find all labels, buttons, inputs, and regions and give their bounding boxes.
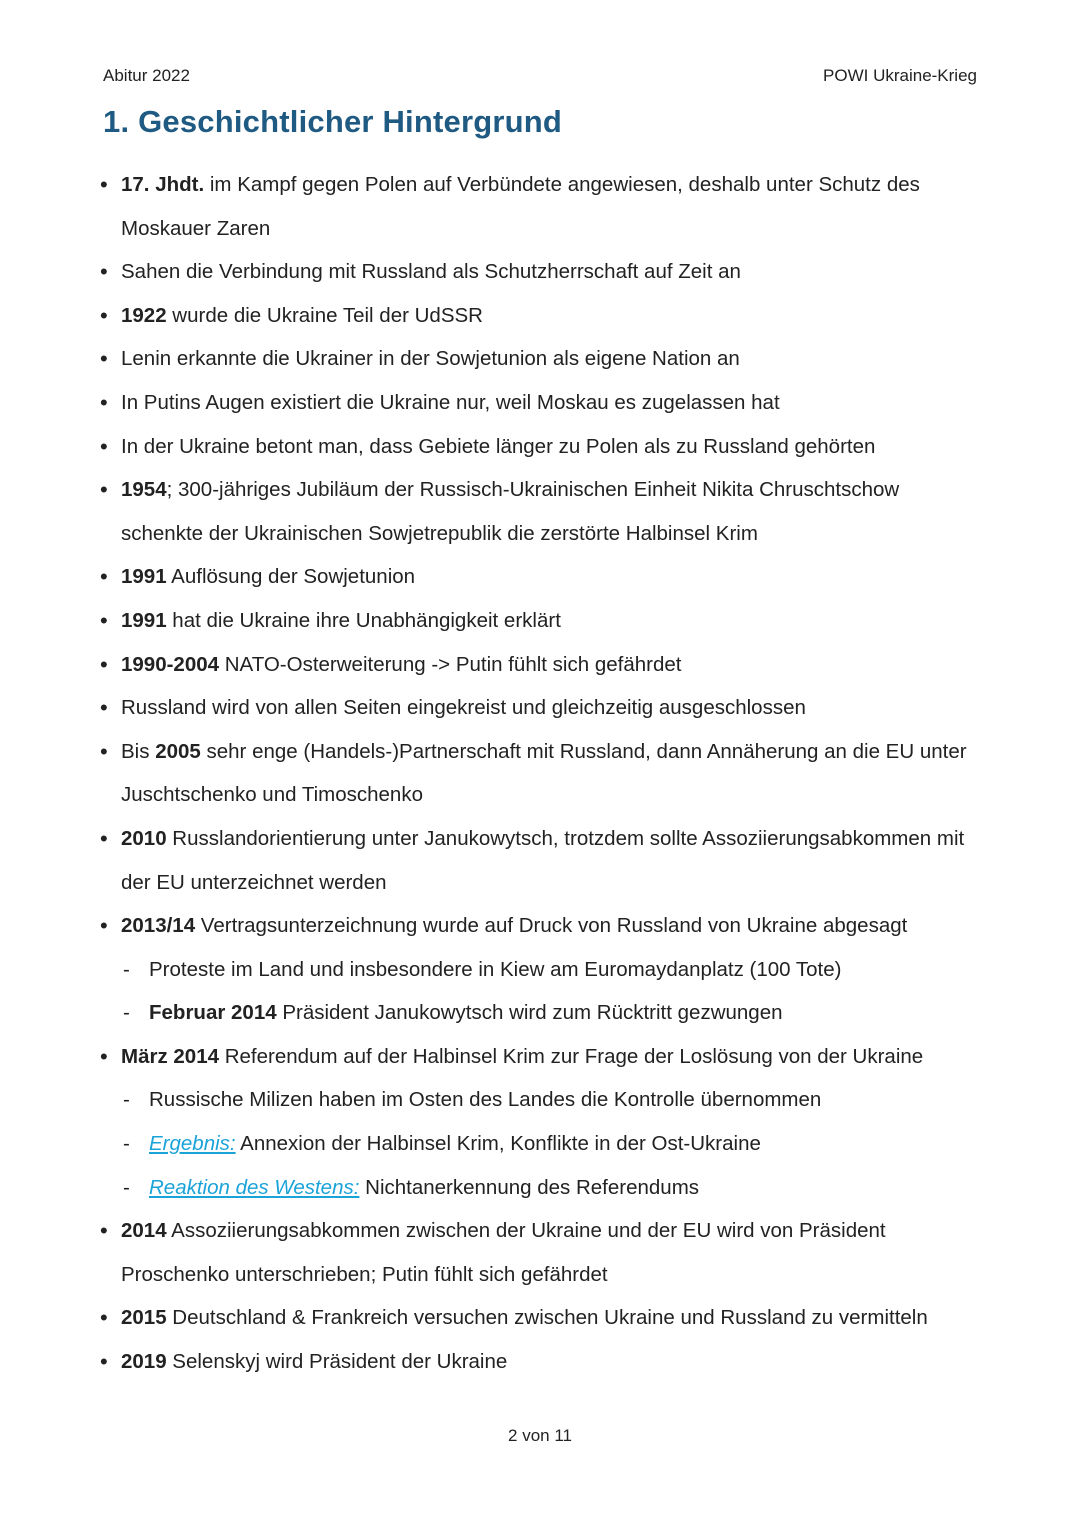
item-date: 2014 <box>121 1219 167 1243</box>
item-date: 2010 <box>121 826 167 850</box>
item-date: 1990-2004 <box>121 652 220 676</box>
list-item <box>100 730 983 817</box>
list-item <box>100 555 983 599</box>
item-text: NATO-Osterweiterung -> Putin fühlt sich gefährdet <box>219 652 682 676</box>
item-text: Russland wird von allen Seiten eingekreist und gleichzeitig ausgeschlossen <box>121 696 806 720</box>
item-date: 1922 <box>121 303 167 327</box>
bullet-icon: • <box>100 389 108 415</box>
bullet-icon: • <box>100 172 108 197</box>
bullet-icon: • <box>100 433 108 459</box>
bullet-icon: • <box>100 1305 108 1331</box>
bullet-icon: • <box>100 1218 108 1244</box>
dash-icon: - <box>123 957 130 981</box>
bullet-icon: • <box>100 1043 108 1069</box>
sub-item <box>103 1122 983 1166</box>
sub-item-text: Russische Milizen haben im Osten des Landes die Kontrolle übernommen <box>149 1088 822 1112</box>
header-right: POWI Ukraine-Krieg <box>823 66 977 85</box>
sub-item-text: Präsident Janukowytsch wird zum Rücktritt gezwungen <box>276 1001 783 1025</box>
bullet-icon: • <box>100 1349 108 1375</box>
list-item <box>100 337 983 381</box>
item-date: 17. Jhdt. <box>121 173 205 196</box>
bullet-icon: • <box>100 738 108 764</box>
item-text: Russlandorientierung unter Janukowytsch, trotzdem sollte Assoziierungsabkommen mit der EU unterzeichnet werden <box>121 826 965 894</box>
header-left: Abitur 2022 <box>103 66 190 85</box>
sub-item-date: Februar 2014 <box>149 1001 277 1025</box>
item-date: 2013/14 <box>121 914 196 938</box>
sub-item <box>103 991 983 1035</box>
list-item <box>100 294 983 338</box>
list-item <box>100 250 983 294</box>
sub-item-text: Proteste im Land und insbesondere in Kiew am Euromaydanplatz (100 Tote) <box>149 957 842 981</box>
list-item <box>100 425 983 469</box>
list-item <box>100 381 983 425</box>
item-date: 1954 <box>121 478 167 502</box>
dash-icon: - <box>123 1175 130 1199</box>
item-text: sehr enge (Handels-)Partnerschaft mit Russland, dann Annäherung an die EU unter Juschtschenko und Timoschenko <box>121 739 967 807</box>
list-item <box>100 163 983 250</box>
item-text: In Putins Augen existiert die Ukraine nur, weil Moskau es zugelassen hat <box>121 390 780 414</box>
item-text: ; 300-jähriges Jubiläum der Russisch-Ukrainischen Einheit Nikita Chruschtschow schenkte der Ukrainischen Sowjetrepublik die zerstörte Halbinsel Krim <box>121 478 900 545</box>
dash-icon: - <box>123 1001 130 1025</box>
item-date: 1991 <box>121 565 167 589</box>
list-item <box>100 1035 983 1079</box>
history-list <box>100 163 983 1384</box>
item-text: Selenskyj wird Präsident der Ukraine <box>166 1350 508 1374</box>
item-date: 1991 <box>121 608 167 632</box>
bullet-icon: • <box>100 302 108 328</box>
page-number: 2 von 11 <box>508 1426 572 1445</box>
list-item <box>100 643 983 687</box>
item-text: Vertragsunterzeichnung wurde auf Druck von Russland von Ukraine abgesagt <box>195 914 908 938</box>
item-date: März 2014 <box>121 1044 220 1068</box>
list-item <box>100 686 983 730</box>
bullet-icon: • <box>100 477 108 503</box>
bullet-icon: • <box>100 346 108 372</box>
item-text: Assoziierungsabkommen zwischen der Ukraine und der EU wird von Präsident Proschenko unterschrieben; Putin fühlt sich gefährdet <box>121 1219 886 1286</box>
list-item <box>100 817 983 904</box>
item-text: Deutschland & Frankreich versuchen zwischen Ukraine und Russland zu vermitteln <box>166 1306 928 1330</box>
item-text: In der Ukraine betont man, dass Gebiete länger zu Polen als zu Russland gehörten <box>121 434 876 458</box>
bullet-icon: • <box>100 913 108 939</box>
bullet-icon: • <box>100 259 108 285</box>
item-text: Auflösung der Sowjetunion <box>166 565 416 589</box>
item-text: Lenin erkannte die Ukrainer in der Sowjetunion als eigene Nation an <box>121 347 740 371</box>
reaktion-link[interactable]: Reaktion des Westens: <box>149 1175 360 1199</box>
dash-icon: - <box>123 1088 130 1112</box>
item-text: wurde die Ukraine Teil der UdSSR <box>166 303 483 327</box>
item-text: im Kampf gegen Polen auf Verbündete angewiesen, deshalb unter Schutz des Moskauer Zaren <box>121 173 920 240</box>
item-date: 2019 <box>121 1350 167 1374</box>
item-date: 2005 <box>155 739 201 763</box>
list-item <box>100 1340 983 1384</box>
page-title: 1. Geschichtlicher Hintergrund <box>103 104 563 139</box>
sub-item <box>103 948 983 992</box>
item-prefix: Bis <box>121 739 156 763</box>
list-item <box>100 599 983 643</box>
bullet-icon: • <box>100 651 108 677</box>
sub-item-text: Annexion der Halbinsel Krim, Konflikte in der Ost-Ukraine <box>235 1132 761 1156</box>
bullet-icon: • <box>100 825 108 851</box>
sub-item <box>103 1166 983 1210</box>
item-text: hat die Ukraine ihre Unabhängigkeit erklärt <box>166 608 561 632</box>
sub-item <box>103 1078 983 1122</box>
bullet-icon: • <box>100 607 108 633</box>
bullet-icon: • <box>100 695 108 721</box>
list-item <box>100 468 983 555</box>
dash-icon: - <box>123 1132 130 1156</box>
list-item <box>100 1209 983 1296</box>
sub-item-text: Nichtanerkennung des Referendums <box>359 1175 700 1199</box>
list-item <box>100 1296 983 1340</box>
bullet-icon: • <box>100 564 108 590</box>
item-text: Sahen die Verbindung mit Russland als Schutzherrschaft auf Zeit an <box>121 260 741 284</box>
list-item <box>100 904 983 948</box>
ergebnis-link[interactable]: Ergebnis: <box>149 1132 236 1156</box>
item-date: 2015 <box>121 1306 167 1330</box>
item-text: Referendum auf der Halbinsel Krim zur Frage der Loslösung von der Ukraine <box>219 1044 924 1068</box>
